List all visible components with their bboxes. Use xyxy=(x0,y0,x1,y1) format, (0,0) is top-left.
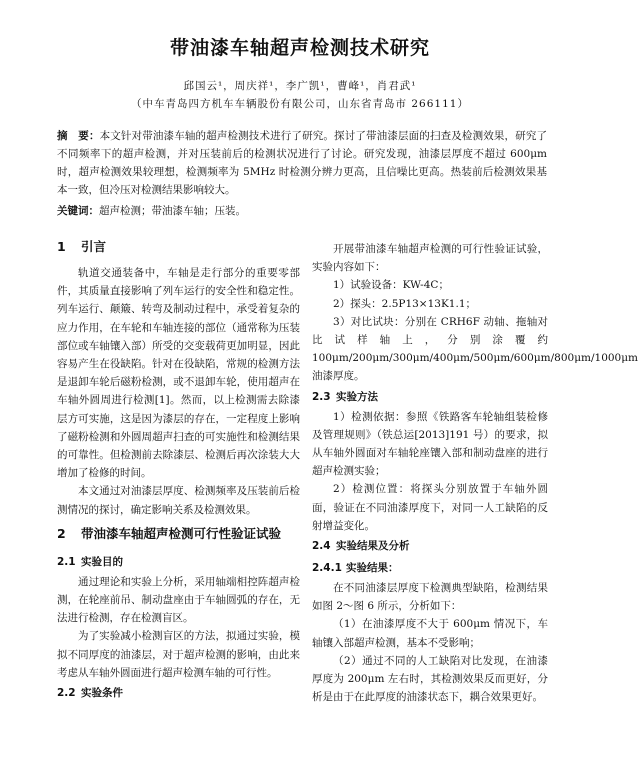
subsection-heading-2-4-1 xyxy=(312,557,548,579)
section-number: 2 xyxy=(57,525,66,541)
paragraph: （1）在油漆厚度不大于 600μm 情况下，车轴镶入部超声检测，基本不受影响； xyxy=(312,618,548,649)
subsection-heading-2-3 xyxy=(312,386,548,408)
abstract xyxy=(57,127,547,199)
paragraph: 开展带油漆车轴超声检测的可行性验证试验，实验内容如下： xyxy=(312,243,548,274)
subsection-title: 实验条件 xyxy=(81,687,123,700)
subsection-number: 2.4.1 xyxy=(312,562,342,575)
affiliation: （中车青岛四方机车车辆股份有限公司，山东省青岛市 266111） xyxy=(131,98,469,110)
author-list: 邱国云¹，周庆祥¹，李广凯¹，曹峰¹，肖君武¹ xyxy=(183,80,417,92)
subsection-title: 实验结果： xyxy=(346,562,399,575)
keywords-text: 超声检测；带油漆车轴；压装。 xyxy=(99,205,246,217)
subsection-heading-2-4 xyxy=(312,535,548,557)
subsection-number: 2.4 xyxy=(312,540,331,553)
section-heading-2 xyxy=(57,523,300,545)
abstract-label: 摘 要： xyxy=(57,130,100,142)
paragraph: 为了实验减小检测盲区的方法，拟通过实验，模拟不同厚度的油漆层，对于超声检测的影响，由此来考虑从车轴外圆面进行超声检测车轴的可行性。 xyxy=(57,630,300,679)
keywords-label: 关键词： xyxy=(57,205,99,217)
paragraph: 1）检测依据：参照《铁路客车轮轴组装检修及管理规则》（铁总运[2013]191 号）的要求，拟从车轴外圆面对车轴轮座镶入部和制动盘座的进行超声检测实验； xyxy=(312,410,548,478)
section-number: 1 xyxy=(57,239,66,254)
subsection-number: 2.1 xyxy=(57,555,76,568)
paragraph: 在不同油漆层厚度下检测典型缺陷，检测结果如图 2～图 6 所示，分析如下： xyxy=(312,582,548,613)
subsection-number: 2.3 xyxy=(312,390,331,403)
subsection-title: 实验目的 xyxy=(81,555,123,568)
left-column xyxy=(57,236,300,704)
paragraph: 本文通过对油漆层厚度、检测频率及压装前后检测情况的探讨，确定影响关系及检测效果。 xyxy=(57,485,300,516)
paragraph: 2）检测位置：将探头分别放置于车轴外圆面，验证在不同油漆厚度下，对同一人工缺陷的反射增益变化。 xyxy=(312,483,548,532)
keywords xyxy=(57,203,547,219)
list-item: 2）探头：2.5P13×13K1.1； xyxy=(333,297,477,310)
section-title: 带油漆车轴超声检测可行性验证试验 xyxy=(81,525,282,541)
list-item: 1）试验设备：KW-4C； xyxy=(333,279,449,292)
abstract-text: 本文针对带油漆车轴的超声检测技术进行了研究。探讨了带油漆层面的扫查及检测效果，研究了不同频率下的超声检测，并对压装前后的检测状况进行了讨论。研究发现，油漆层厚度不超过 600μm 时，超声检测效果较理想，检测频率为 5MHz 时检测分辨力更高，且信噪比更高。热装前后检测效果基本一致，但冷压对检测结果影响较大。 xyxy=(57,130,548,196)
paragraph: 轨道交通装备中，车轴是走行部分的重要零部件，其质量直接影响了列车运行的安全性和稳定性。列车运行、颠簸、转弯及制动过程中，承受着复杂的应力作用，在车轮和车轴连接的部位（通常称为压装部位或车轴镶入部）所受的交变载荷更加明显，因此容易产生在役缺陷。针对在役缺陷，常规的检测方法是退卸车轮后磁粉检测，或不退卸车轮，使用超声在车轴外圆周进行检测[1]。然而，以上检测需去除漆层方可实施，这是因为漆层的存在，一定程度上影响了磁粉检测和外圆周超声扫查的可实施性和检测结果的可靠性。但检测前去除漆层、检测后再次涂装大大增加了检修的时间。 xyxy=(57,267,300,480)
right-column xyxy=(312,240,638,706)
list-item: 3）对比试块：分别在 CRH6F 动轴、拖轴对比试样轴上，分别涂覆约 100μm/200μm/300μm/400μm/500μm/600μm/800μm/1000μm 油漆厚度。 xyxy=(312,315,638,383)
subsection-number: 2.2 xyxy=(57,687,76,700)
paper-title: 带油漆车轴超声检测技术研究 xyxy=(169,37,430,59)
paragraph: 通过理论和实验上分析，采用轴端相控阵超声检测，在轮座前吊、制动盘座由于车轴圆弧的存在，无法进行检测，存在检测盲区。 xyxy=(57,575,300,625)
subsection-heading-2-2 xyxy=(57,682,300,704)
section-heading-1 xyxy=(57,236,300,258)
section-title: 引言 xyxy=(81,239,107,254)
subsection-title: 实验方法 xyxy=(336,390,378,403)
paragraph: （2）通过不同的人工缺陷对比发现，在油漆厚度为 200μm 左右时，其检测效果反而更好，分析是由于在此厚度的油漆状态下，耦合效果更好。 xyxy=(312,654,548,704)
subsection-title: 实验结果及分析 xyxy=(336,540,410,553)
subsection-heading-2-1 xyxy=(57,551,300,573)
